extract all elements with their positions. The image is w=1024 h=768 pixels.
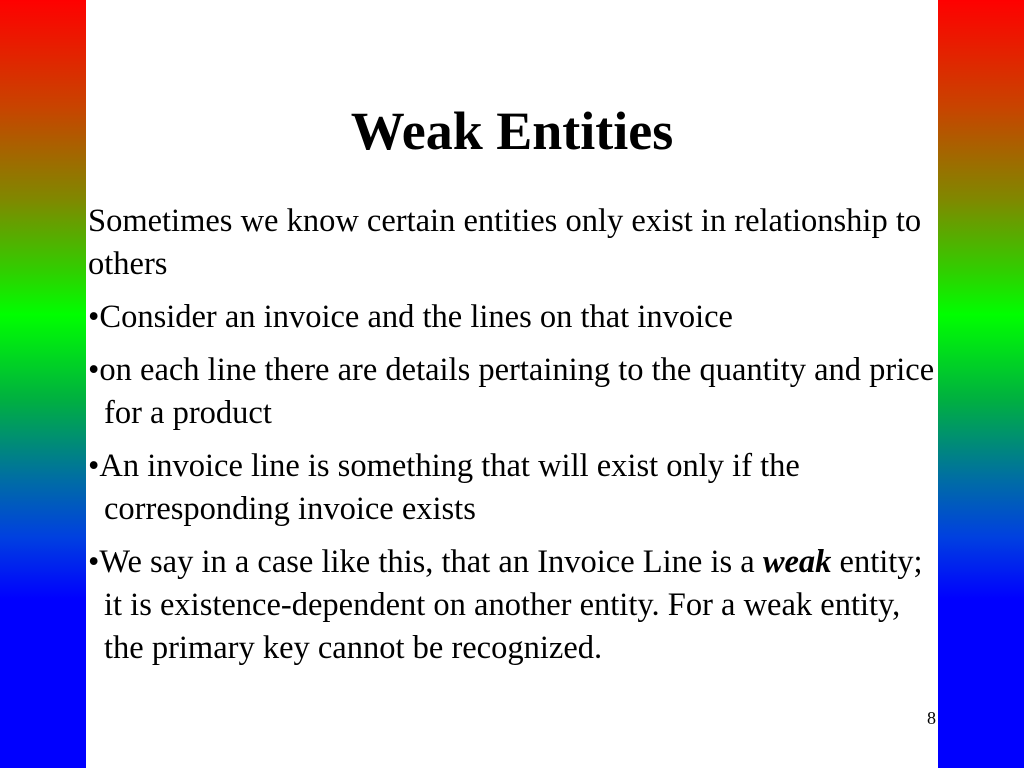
bullet-marker: • [88, 299, 100, 335]
right-gradient-bar [938, 0, 1024, 768]
bullet-item [88, 541, 938, 670]
bullet-text: Consider an invoice and the lines on that invoice [99, 299, 733, 335]
bullet-item [88, 349, 938, 435]
slide-title: Weak Entities [350, 101, 674, 161]
bullet-marker: • [88, 544, 100, 580]
slide-body [88, 200, 938, 680]
intro-paragraph: Sometimes we know certain entities only exist in relationship to others [88, 203, 922, 282]
bullet-text: on each line there are details pertaining to the quantity and price for a product [99, 352, 935, 431]
bullet-text: An invoice line is something that will exist only if the corresponding invoice exists [99, 448, 800, 527]
bullet-text-after: entity; it is existence-dependent on another entity. For a weak entity, the primary key cannot be recognized. [104, 544, 923, 666]
bullet-item [88, 296, 938, 339]
bullet-text-before: We say in a case like this, that an Invoice Line is a [99, 544, 763, 580]
left-gradient-bar [0, 0, 86, 768]
bullet-marker: • [88, 352, 100, 388]
page-number: 8 [927, 708, 936, 728]
bullet-marker: • [88, 448, 100, 484]
bullet-item [88, 445, 938, 531]
emphasized-term: weak [762, 544, 832, 580]
